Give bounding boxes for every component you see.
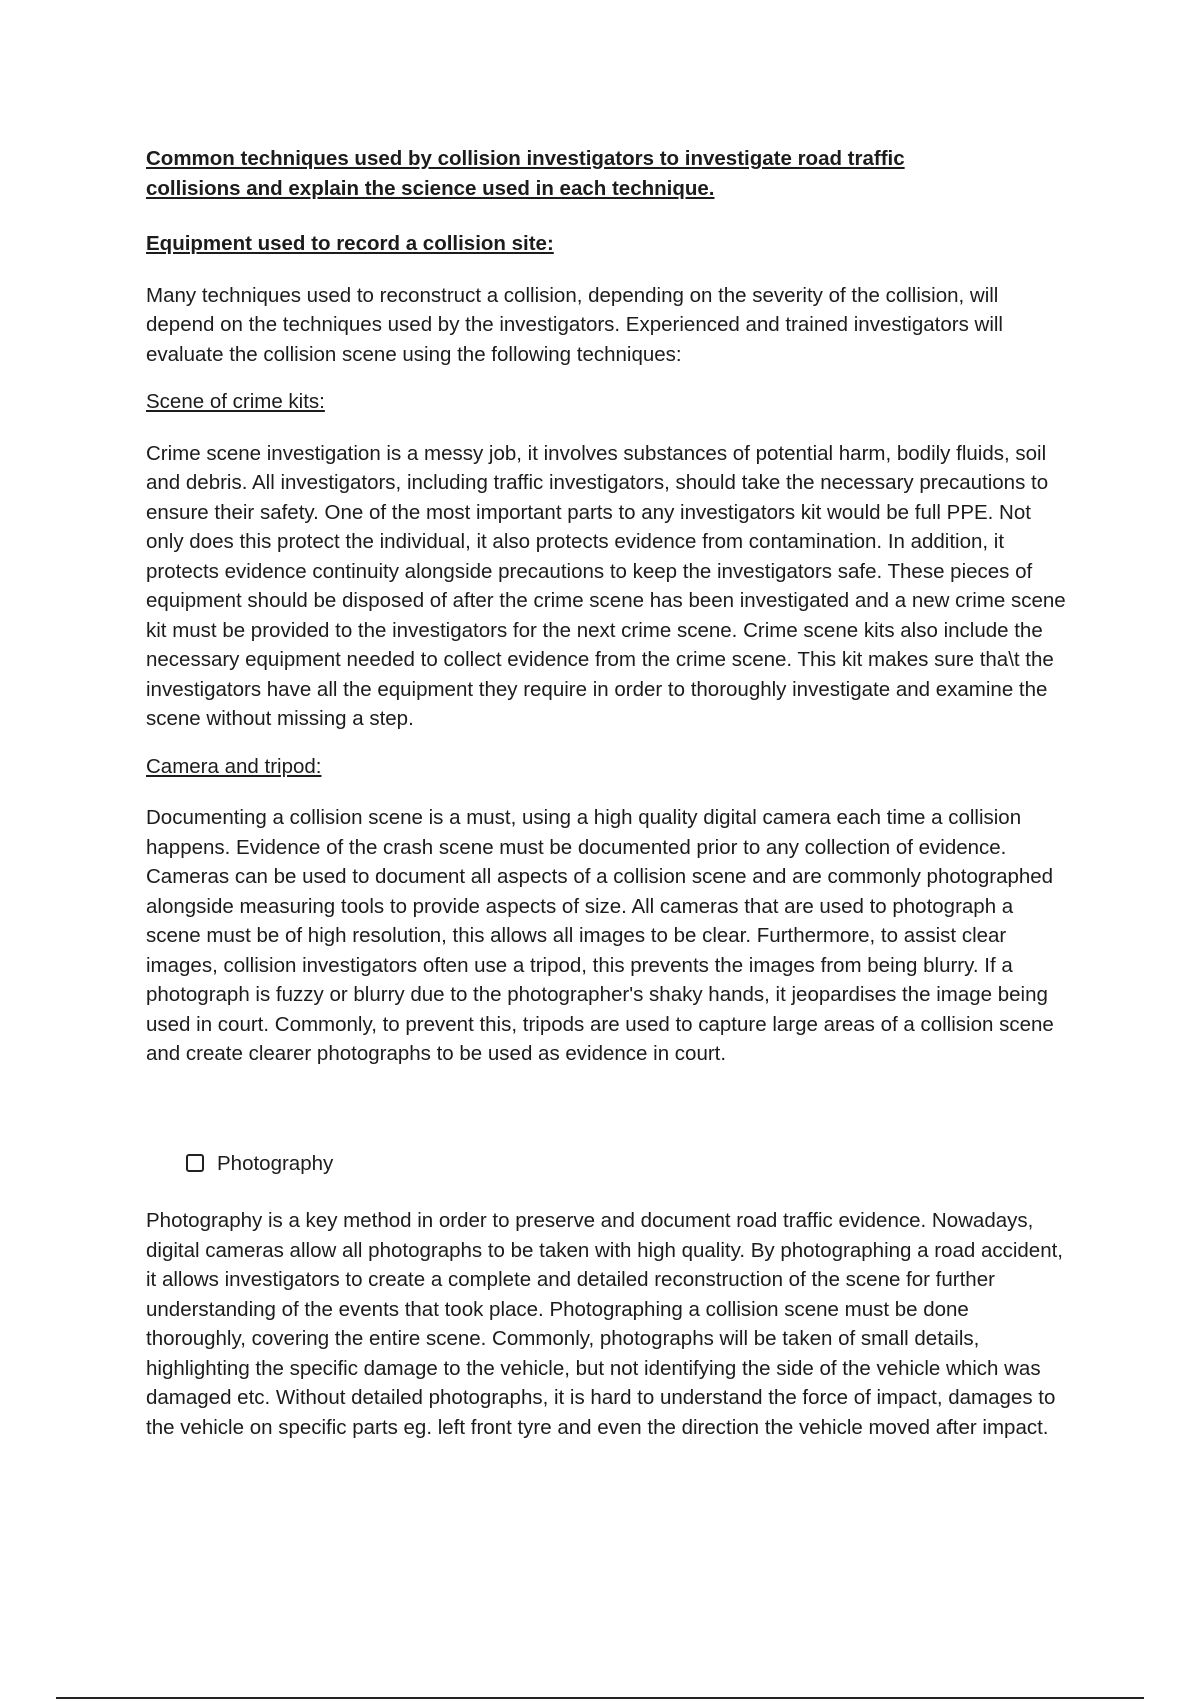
- camera-tripod-heading: Camera and tripod:: [146, 754, 322, 778]
- page-bottom-rule: [56, 1697, 1144, 1699]
- checklist-label: Photography: [217, 1151, 334, 1175]
- camera-tripod-paragraph: Documenting a collision scene is a must, using a high quality digital camera each time a collision happens. Evidence of the crash scene must be documented prior to any collection of evidence. Cameras can be used to document all aspects of a collision scene and are commonly photographed alongside measuring tools to provide aspects of size. All cameras that are used to photograph a scene must be of high resolution, this allows all images to be clear. Furthermore, to assist clear images, collision investigators often use a tripod, this prevents the images from being blurry. If a photograph is fuzzy or blurry due to the photographer's shaky hands, it jeopardises the image being used in court. Commonly, to prevent this, tripods are used to capture large areas of a collision scene and create clearer photographs to be used as evidence in court.: [146, 806, 1054, 1065]
- document-title: Common techniques used by collision investigators to investigate road traffic collisions and explain the science used in each technique.: [146, 147, 905, 200]
- intro-paragraph: Many techniques used to reconstruct a collision, depending on the severity of the collision, will depend on the techniques used by the investigators. Experienced and trained investigators will evaluate the collision scene using the following techniques:: [146, 283, 1003, 366]
- photography-paragraph: Photography is a key method in order to preserve and document road traffic evidence. Nowadays, digital cameras allow all photographs to be taken with high quality. By photographing a road accident, it allows investigators to create a complete and detailed reconstruction of the scene for further understanding of the events that took place. Photographing a collision scene must be done thoroughly, covering the entire scene. Commonly, photographs will be taken of small details, highlighting the specific damage to the vehicle, but not identifying the side of the vehicle which was damaged etc. Without detailed photographs, it is hard to understand the force of impact, damages to the vehicle on specific parts eg. left front tyre and even the direction the vehicle moved after impact.: [146, 1209, 1063, 1439]
- crime-kits-paragraph: Crime scene investigation is a messy job, it involves substances of potential harm, bodily fluids, soil and debris. All investigators, including traffic investigators, should take the necessary precautions to ensure their safety. One of the most important parts to any investigators kit would be full PPE. Not only does this protect the individual, it also protects evidence from contamination. In addition, it protects evidence continuity alongside precautions to keep the investigators safe. These pieces of equipment should be disposed of after the crime scene has been investigated and a new crime scene kit must be provided to the investigators for the next crime scene. Crime scene kits also include the necessary equipment needed to collect evidence from the crime scene. This kit makes sure tha\t the investigators have all the equipment they require in order to thoroughly investigate and examine the scene without missing a step.: [146, 441, 1066, 730]
- checkbox[interactable]: [186, 1154, 204, 1172]
- crime-kits-heading: Scene of crime kits:: [146, 390, 325, 413]
- document-body: [146, 144, 1086, 1442]
- checklist-item-photography[interactable]: [186, 1149, 1086, 1179]
- section-heading: Equipment used to record a collision site:: [146, 232, 554, 255]
